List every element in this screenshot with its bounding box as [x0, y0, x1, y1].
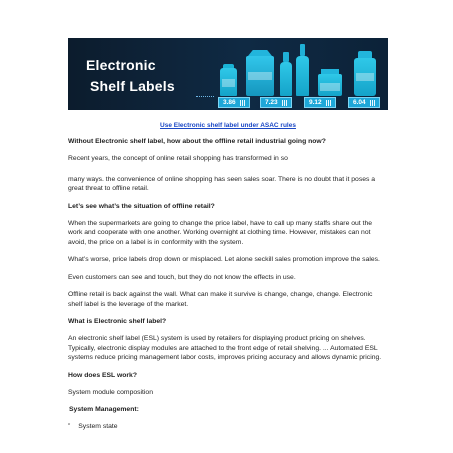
esl-price-value: 9.12: [309, 99, 322, 106]
product-jar-illustration: [318, 74, 342, 96]
hero-banner: [68, 38, 388, 110]
product-can-illustration: [220, 68, 237, 96]
banner-dotted-connector: [196, 96, 214, 97]
document-page: [68, 38, 388, 432]
paragraph: What’s worse, price labels drop down or misplaced. Let alone seckill sales promotion improve the sales.: [68, 256, 380, 263]
esl-price-tag: [304, 97, 336, 108]
paragraph: Even customers can see and touch, but they do not know the effects in use.: [68, 273, 296, 281]
bullet-marker: ”: [68, 423, 71, 430]
esl-price-tag: [218, 97, 250, 108]
paragraph: System module composition: [68, 388, 153, 396]
section-heading: System Management:: [69, 406, 139, 413]
product-box-illustration: [246, 56, 274, 96]
paragraph: When the supermarkets are going to change the price label, have to call up many staffs share out the work and cooperate with one another. Working overnight at clothing time. However, mistakes can not avoid, the price on a label is in conformity with the system.: [68, 219, 373, 246]
esl-price-value: 6.04: [353, 99, 366, 106]
product-bottle-illustration: [280, 62, 292, 96]
esl-price-value: 7.23: [265, 99, 278, 106]
esl-price-value: 3.86: [223, 99, 236, 106]
list-item: [68, 422, 388, 432]
paragraph: many ways. the convenience of online shopping has seen sales soar. There is no doubt that it poses a great threat to offline retail.: [68, 175, 376, 192]
barcode-icon: [282, 100, 287, 106]
section-heading: What is Electronic shelf label?: [68, 318, 167, 325]
esl-price-tag: [348, 97, 380, 108]
article-title-link[interactable]: Use Electronic shelf label under ASAC rules: [160, 122, 296, 129]
banner-title-line2: Shelf Labels: [90, 78, 175, 94]
esl-price-tag: [260, 97, 292, 108]
barcode-icon: [326, 100, 331, 106]
product-jar-illustration: [354, 58, 376, 96]
paragraph: An electronic shelf label (ESL) system is used by retailers for displaying product pricing on shelves. Typically, electronic display modules are attached to the front edge of retail shelving. ... Automated ESL systems reduce pricing management labor costs, improves pricing accuracy and allows dynamic pricing.: [68, 335, 382, 361]
paragraph: Recent years, the concept of online retail shopping has transformed in so: [68, 155, 288, 162]
banner-title-line1: Electronic: [86, 57, 156, 73]
paragraph: Offline retail is back against the wall. What can make it survive is change, change, change. Electronic shelf label is the leverage of the market.: [68, 291, 373, 308]
section-heading: Without Electronic shelf label, how about the offline retail industrial going now?: [68, 138, 326, 145]
barcode-icon: [240, 100, 245, 106]
list-item-text: System state: [78, 423, 118, 430]
section-heading: How does ESL work?: [68, 371, 137, 379]
product-bottle-illustration: [296, 56, 309, 96]
barcode-icon: [370, 100, 375, 106]
section-heading: Let’s see what’s the situation of offline retail?: [68, 202, 215, 210]
